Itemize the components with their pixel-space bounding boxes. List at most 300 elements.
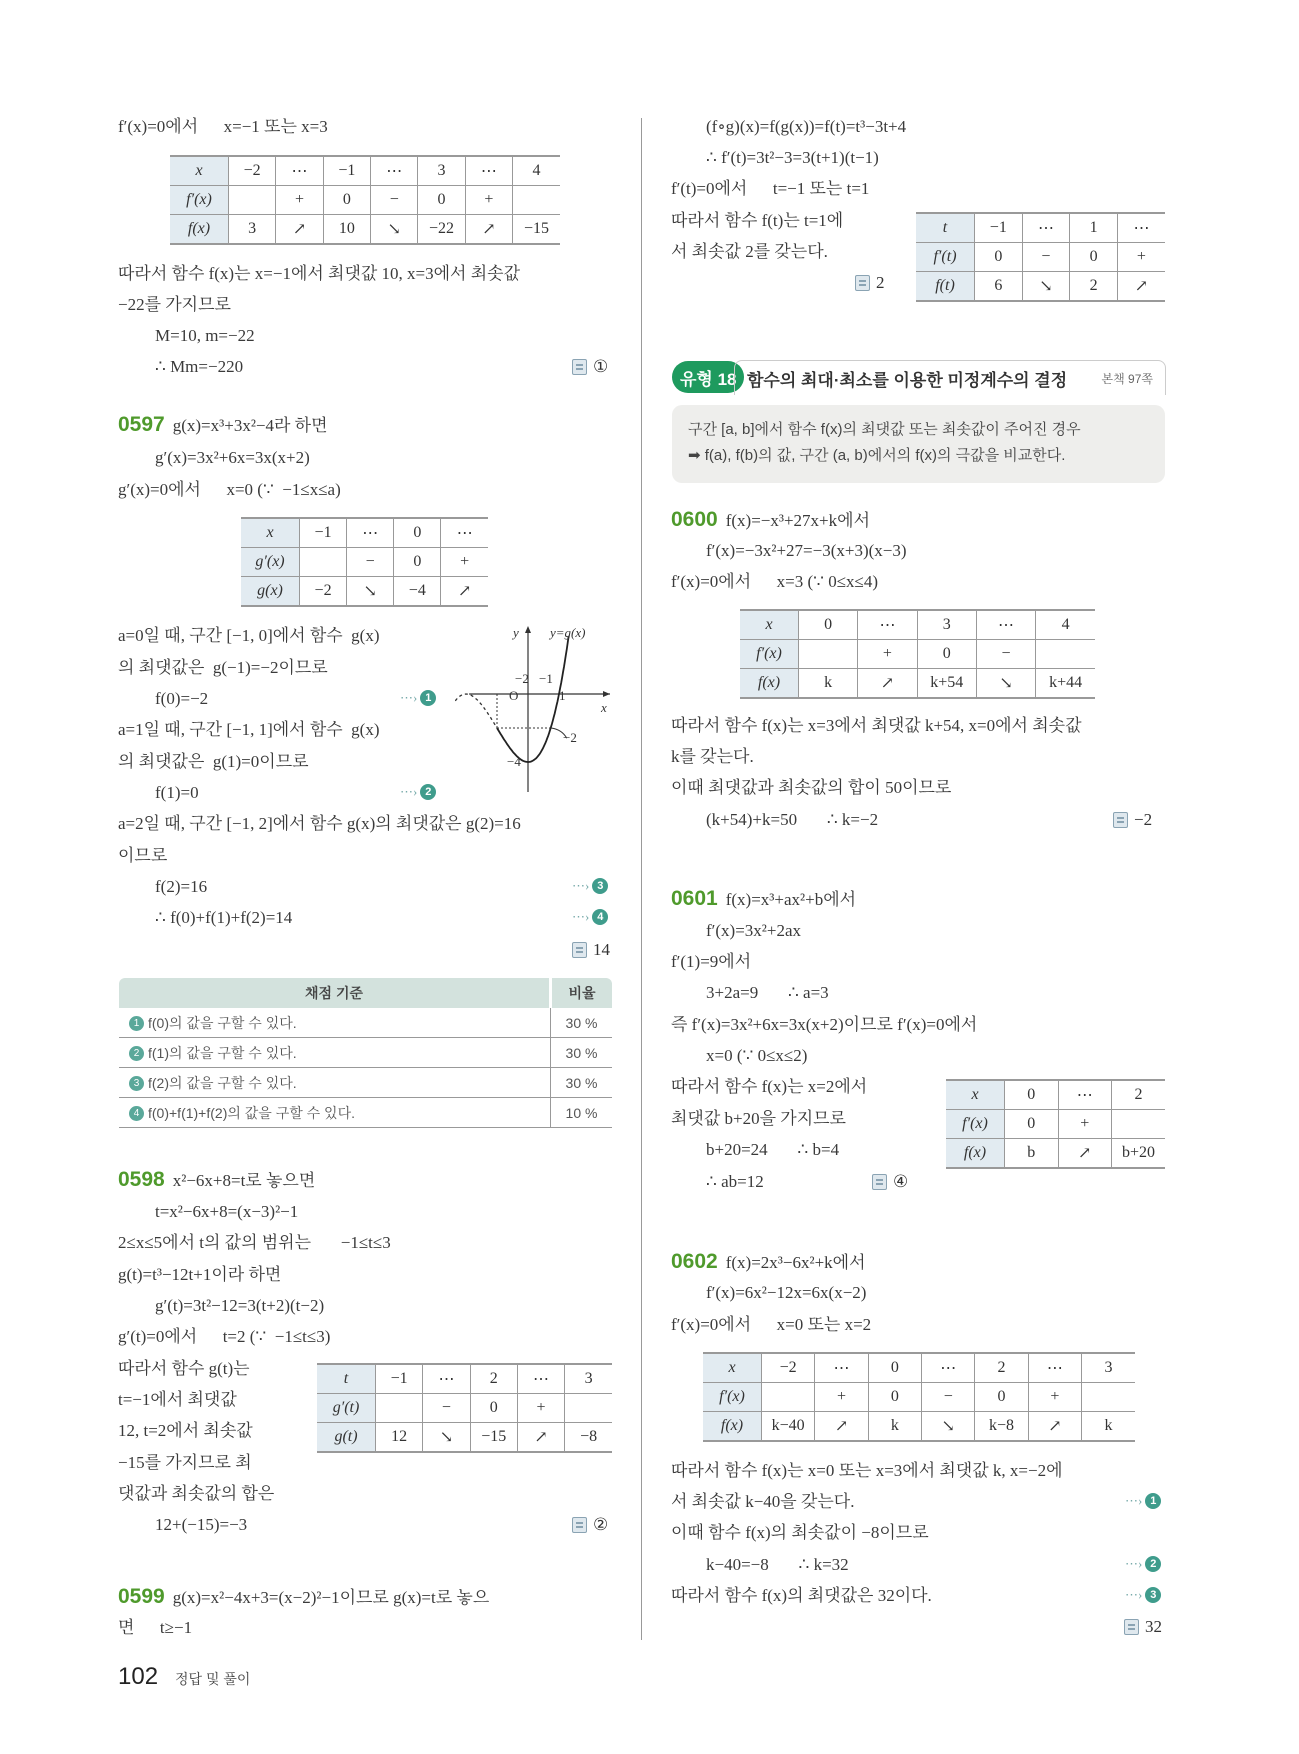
table-cell: b: [1005, 1139, 1059, 1169]
type-title: 함수의 최대·최소를 이용한 미정계수의 결정: [747, 370, 1068, 390]
scoring-table: [119, 978, 612, 1128]
text-line: a=1일 때, 구간 [−1, 1]에서 함수 g(x): [118, 720, 380, 739]
answer-value: ④: [893, 1172, 909, 1191]
text-line: 따라서 함수 f(x)는 x=3에서 최댓값 k+54, x=0에서 최솟값: [671, 716, 1082, 735]
text-line: f′(x)=−3x²+27=−3(x+3)(x−3): [706, 541, 907, 560]
row-header-cell: f′(x): [170, 186, 229, 215]
table-cell: ⋯: [1028, 1353, 1081, 1383]
table-cell: −: [976, 640, 1035, 669]
variation-table: [946, 1079, 1165, 1169]
table-cell: ⋯: [815, 1353, 868, 1383]
row-header-cell: f(t): [916, 272, 975, 302]
text-line: 2≤x≤5에서 t의 값의 범위는 −1≤t≤3: [118, 1233, 391, 1252]
table-cell: −22: [418, 215, 465, 245]
text-line: t=−1에서 최댓값: [118, 1390, 237, 1409]
step-number-badge: 2: [129, 1046, 144, 1061]
criterion-cell: [119, 1008, 551, 1038]
problem-heading: [118, 414, 328, 437]
row-header-cell: f(x): [740, 669, 799, 699]
table-cell: +: [517, 1394, 564, 1423]
problem-statement: f(x)=2x³−6x²+k에서: [725, 1253, 866, 1272]
step-marker: ⋯› 1: [400, 690, 436, 706]
tip-line: ➡ f(a), f(b)의 값, 구간 (a, b)에서의 f(x)의 극값을 비교한다.: [688, 447, 1066, 464]
table-cell: 0: [323, 186, 370, 215]
answer-icon: [855, 275, 870, 291]
text-line: 이때 함수 f(x)의 최솟값이 −8이므로: [671, 1523, 929, 1542]
table-cell: ⋯: [371, 156, 418, 186]
text-line: ∴ f′(t)=3t²−3=3(t+1)(t−1): [706, 148, 879, 167]
ratio-cell: 30 %: [551, 1008, 613, 1038]
table-cell: k+44: [1036, 669, 1095, 699]
text-line: 따라서 함수 f(x)는 x=−1에서 최댓값 10, x=3에서 최솟값: [118, 264, 520, 283]
page-number: 102: [118, 1663, 159, 1690]
text-line: 3+2a=9 ∴ a=3: [706, 983, 829, 1002]
table-cell: ↗: [1028, 1412, 1081, 1442]
table-cell: [376, 1394, 423, 1423]
table-cell: ↗: [1058, 1139, 1112, 1169]
text-line: 12, t=2에서 최솟값: [118, 1421, 253, 1440]
table-cell: k: [868, 1412, 921, 1442]
step-marker: ⋯› 2: [400, 784, 436, 800]
row-header-cell: f′(t): [916, 243, 975, 272]
marker-badge: 4: [592, 909, 608, 925]
problem-heading: [118, 1586, 489, 1609]
row-header-cell: g′(t): [317, 1394, 376, 1423]
table-cell: 0: [1005, 1080, 1059, 1110]
step-marker: ⋯› 2: [1125, 1556, 1161, 1572]
page-reference: 본책 97쪽: [1101, 371, 1153, 386]
row-header-cell: t: [317, 1364, 376, 1394]
problem-number: 0597: [118, 413, 165, 436]
table-cell: 2: [470, 1364, 517, 1394]
text-line: 서 최솟값 k−40을 갖는다.: [671, 1492, 855, 1511]
text-line: t=x²−6x+8=(x−3)²−1: [155, 1202, 299, 1221]
table-cell: 3: [917, 610, 976, 640]
text-line: f′(x)=3x²+2ax: [706, 921, 802, 940]
table-cell: ↗: [465, 215, 512, 245]
table-cell: −: [347, 548, 394, 577]
step-number-badge: 3: [129, 1076, 144, 1091]
type-title-box: [734, 360, 1166, 395]
answer: [1124, 1616, 1162, 1638]
table-cell: [1082, 1383, 1135, 1412]
variation-table: [703, 1352, 1135, 1442]
tick-label: 1: [559, 688, 566, 703]
answer-value: 32: [1145, 1617, 1162, 1636]
table-cell: −2: [762, 1353, 815, 1383]
table-row: [740, 669, 1095, 699]
scoring-header-ratio: 비율: [551, 978, 613, 1008]
table-cell: 0: [470, 1394, 517, 1423]
table-cell: −2: [229, 156, 276, 186]
ratio-cell: 30 %: [551, 1038, 613, 1068]
table-cell: 0: [868, 1353, 921, 1383]
table-cell: 0: [799, 610, 858, 640]
text-line: 의 최댓값은 g(1)=0이므로: [118, 752, 309, 771]
answer-value: 2: [876, 273, 885, 292]
table-cell: k+54: [917, 669, 976, 699]
table-row: [317, 1364, 612, 1394]
x-axis-label: x: [601, 700, 607, 715]
table-cell: 0: [975, 243, 1023, 272]
text-line: ∴ f(0)+f(1)+f(2)=14: [155, 908, 293, 927]
table-cell: k: [799, 669, 858, 699]
value-label: −4: [507, 754, 521, 769]
answer: [872, 1171, 908, 1193]
table-row: [241, 518, 488, 548]
row-header-cell: f(x): [703, 1412, 762, 1442]
table-cell: [229, 186, 276, 215]
table-cell: [513, 186, 560, 215]
answer-value: 14: [593, 940, 610, 959]
table-cell: 0: [975, 1383, 1028, 1412]
table-cell: k−40: [762, 1412, 815, 1442]
criterion-text: f(0)+f(1)+f(2)의 값을 구할 수 있다.: [148, 1104, 355, 1121]
table-cell: −1: [975, 213, 1023, 243]
table-cell: b+20: [1112, 1139, 1166, 1169]
text-line: g′(x)=0에서 x=0 (∵ −1≤x≤a): [118, 480, 341, 499]
answer-icon: [572, 1517, 587, 1533]
problem-number: 0600: [671, 508, 718, 531]
problem-number: 0598: [118, 1168, 165, 1191]
table-cell: 0: [394, 518, 441, 548]
answer-value: ②: [593, 1515, 609, 1534]
table-cell: 3: [565, 1364, 612, 1394]
table-cell: ⋯: [347, 518, 394, 548]
text-line: 댓값과 최솟값의 합은: [118, 1484, 275, 1503]
text-line: 따라서 함수 f(x)는 x=2에서: [671, 1077, 868, 1096]
table-row: [170, 215, 560, 245]
text-line: f′(1)=9에서: [671, 952, 752, 971]
marker-badge: 2: [420, 784, 436, 800]
text-line: x=0 (∵ 0≤x≤2): [706, 1046, 808, 1065]
step-marker: ⋯› 3: [1125, 1587, 1161, 1603]
table-row: [916, 243, 1165, 272]
table-row: [170, 156, 560, 186]
table-row: [740, 610, 1095, 640]
table-cell: ⋯: [858, 610, 917, 640]
text-line: ∴ Mm=−220: [155, 357, 244, 376]
table-cell: ↘: [1022, 272, 1070, 302]
table-cell: ↘: [922, 1412, 975, 1442]
text-line: M=10, m=−22: [155, 326, 255, 345]
text-line: 12+(−15)=−3: [155, 1515, 248, 1534]
table-cell: ↘: [371, 215, 418, 245]
table-cell: [1112, 1110, 1166, 1139]
table-cell: +: [465, 186, 512, 215]
problem-number: 0601: [671, 887, 718, 910]
criterion-cell: [119, 1098, 551, 1128]
tip-line: 구간 [a, b]에서 함수 f(x)의 최댓값 또는 최솟값이 주어진 경우: [688, 421, 1081, 438]
table-cell: ⋯: [441, 518, 488, 548]
answer-icon: [572, 359, 587, 375]
table-row: [703, 1412, 1135, 1442]
variation-table: [241, 517, 488, 607]
variation-table: [317, 1363, 612, 1453]
variation-table: [740, 609, 1095, 699]
step-number-badge: 4: [129, 1106, 144, 1121]
row-header-cell: f′(x): [703, 1383, 762, 1412]
text-line: (f∘g)(x)=f(g(x))=f(t)=t³−3t+4: [706, 117, 907, 136]
row-header-cell: t: [916, 213, 975, 243]
marker-badge: 1: [1145, 1493, 1161, 1509]
table-row: [170, 186, 560, 215]
row-header-cell: x: [946, 1080, 1005, 1110]
table-cell: 0: [418, 186, 465, 215]
table-cell: 0: [1005, 1110, 1059, 1139]
table-cell: 0: [1070, 243, 1118, 272]
ratio-cell: 10 %: [551, 1098, 613, 1128]
text-line: g′(t)=3t²−12=3(t+2)(t−2): [155, 1296, 325, 1315]
answer: [572, 356, 608, 378]
answer: [1113, 809, 1152, 831]
table-cell: [300, 548, 347, 577]
origin-label: O: [509, 688, 519, 703]
variation-table: [916, 212, 1165, 302]
table-cell: k: [1082, 1412, 1135, 1442]
type-badge: 유형 18: [672, 361, 744, 393]
table-cell: ⋯: [276, 156, 323, 186]
table-cell: +: [858, 640, 917, 669]
table-cell: +: [1058, 1110, 1112, 1139]
criterion-text: f(0)의 값을 구할 수 있다.: [148, 1014, 297, 1031]
row-header-cell: x: [740, 610, 799, 640]
table-row: [740, 640, 1095, 669]
table-cell: 4: [1036, 610, 1095, 640]
table-cell: −8: [565, 1423, 612, 1453]
marker-badge: 2: [1145, 1556, 1161, 1572]
column-divider: [641, 118, 642, 1640]
text-line: 따라서 함수 f(t)는 t=1에: [671, 211, 844, 230]
table-cell: ⋯: [1022, 213, 1070, 243]
problem-statement: x²−6x+8=t로 놓으면: [172, 1171, 316, 1190]
table-row: [946, 1110, 1165, 1139]
problem-heading: [671, 888, 856, 911]
text-line: f′(x)=6x²−12x=6x(x−2): [706, 1283, 867, 1302]
table-row: [317, 1394, 612, 1423]
table-cell: −: [1022, 243, 1070, 272]
problem-statement: f(x)=x³+ax²+b에서: [725, 890, 857, 909]
text-line: (k+54)+k=50 ∴ k=−2: [706, 810, 879, 829]
tick-label: −2: [515, 671, 529, 686]
text-line: −15를 가지므로 최: [118, 1453, 252, 1472]
answer: [572, 939, 610, 961]
y-axis-arrow-icon: [525, 626, 531, 633]
scoring-row: [119, 1038, 612, 1068]
answer-icon: [572, 942, 587, 958]
answer-icon: [1124, 1619, 1139, 1635]
table-cell: −1: [323, 156, 370, 186]
table-cell: 1: [1070, 213, 1118, 243]
table-cell: 6: [975, 272, 1023, 302]
table-row: [946, 1139, 1165, 1169]
table-cell: +: [1117, 243, 1165, 272]
table-cell: ⋯: [465, 156, 512, 186]
row-header-cell: x: [703, 1353, 762, 1383]
table-row: [703, 1383, 1135, 1412]
text-line: f′(t)=0에서 t=−1 또는 t=1: [671, 179, 870, 198]
text-line: g(t)=t³−12t+1이라 하면: [118, 1265, 282, 1284]
table-cell: ⋯: [1117, 213, 1165, 243]
table-row: [241, 548, 488, 577]
text-line: 의 최댓값은 g(−1)=−2이므로: [118, 658, 328, 677]
table-cell: ↗: [441, 577, 488, 607]
row-header-cell: g(x): [241, 577, 300, 607]
solid-curve: [497, 636, 569, 762]
value-label: −2: [563, 730, 577, 745]
answer-icon: [872, 1174, 887, 1190]
variation-table: [170, 155, 560, 245]
step-number-badge: 1: [129, 1016, 144, 1031]
text-line: 이때 최댓값과 최솟값의 합이 50이므로: [671, 778, 952, 797]
table-row: [916, 213, 1165, 243]
criterion-cell: [119, 1068, 551, 1098]
table-cell: ⋯: [423, 1364, 470, 1394]
text-line: 따라서 함수 f(x)는 x=0 또는 x=3에서 최댓값 k, x=−2에: [671, 1461, 1063, 1480]
table-cell: 2: [1070, 272, 1118, 302]
table-cell: ↗: [517, 1423, 564, 1453]
tip-box: [672, 405, 1165, 483]
table-cell: 4: [513, 156, 560, 186]
table-cell: [799, 640, 858, 669]
table-cell: ↘: [423, 1423, 470, 1453]
table-cell: ↗: [1117, 272, 1165, 302]
text-line: f(1)=0: [155, 783, 199, 802]
row-header-cell: x: [170, 156, 229, 186]
table-cell: 12: [376, 1423, 423, 1453]
text-line: a=2일 때, 구간 [−1, 2]에서 함수 g(x)의 최댓값은 g(2)=16: [118, 814, 521, 833]
table-cell: 10: [323, 215, 370, 245]
text-line: 즉 f′(x)=3x²+6x=3x(x+2)이므로 f′(x)=0에서: [671, 1015, 978, 1034]
text-line: 면 t≥−1: [118, 1618, 193, 1637]
marker-badge: 3: [1145, 1587, 1161, 1603]
criterion-cell: [119, 1038, 551, 1068]
table-cell: ↗: [815, 1412, 868, 1442]
step-marker: ⋯› 1: [1125, 1493, 1161, 1509]
answer-value: −2: [1134, 810, 1153, 829]
table-cell: −1: [376, 1364, 423, 1394]
row-header-cell: g′(x): [241, 548, 300, 577]
table-cell: −: [922, 1383, 975, 1412]
criterion-text: f(2)의 값을 구할 수 있다.: [148, 1074, 297, 1091]
table-cell: 0: [394, 548, 441, 577]
text-line: g′(t)=0에서 t=2 (∵ −1≤t≤3): [118, 1327, 331, 1346]
row-header-cell: f(x): [946, 1139, 1005, 1169]
table-row: [241, 577, 488, 607]
row-header-cell: f(x): [170, 215, 229, 245]
curve-label: y=g(x): [550, 625, 586, 640]
table-cell: ↘: [976, 669, 1035, 699]
table-cell: 3: [418, 156, 465, 186]
ratio-cell: 30 %: [551, 1068, 613, 1098]
table-cell: −2: [300, 577, 347, 607]
table-row: [946, 1080, 1165, 1110]
table-row: [916, 272, 1165, 302]
row-header-cell: x: [241, 518, 300, 548]
table-cell: 0: [868, 1383, 921, 1412]
problem-statement: f(x)=−x³+27x+k에서: [725, 511, 870, 530]
table-cell: k−8: [975, 1412, 1028, 1442]
row-header-cell: f′(x): [740, 640, 799, 669]
table-cell: [565, 1394, 612, 1423]
step-marker: ⋯› 3: [572, 878, 608, 894]
table-cell: +: [815, 1383, 868, 1412]
problem-number: 0599: [118, 1585, 165, 1608]
table-cell: 3: [1082, 1353, 1135, 1383]
text-line: 서 최솟값 2를 갖는다.: [671, 242, 828, 261]
table-cell: −4: [394, 577, 441, 607]
text-line: f(0)=−2: [155, 689, 209, 708]
table-cell: ⋯: [976, 610, 1035, 640]
row-header-cell: g(t): [317, 1423, 376, 1453]
table-cell: 3: [229, 215, 276, 245]
problem-heading: [671, 1251, 866, 1274]
text-line: −22를 가지므로: [118, 295, 231, 314]
problem-statement: g(x)=x³+3x²−4라 하면: [172, 416, 328, 435]
table-cell: −: [423, 1394, 470, 1423]
text-line: 따라서 함수 g(t)는: [118, 1359, 250, 1378]
problem-heading: [671, 509, 870, 532]
table-cell: −1: [300, 518, 347, 548]
step-marker: ⋯› 4: [572, 909, 608, 925]
text-line: g′(x)=3x²+6x=3x(x+2): [155, 448, 310, 467]
answer-icon: [1113, 812, 1128, 828]
tick-label: −1: [539, 671, 553, 686]
table-cell: ↘: [347, 577, 394, 607]
table-row: [317, 1423, 612, 1453]
text-line: f(2)=16: [155, 877, 208, 896]
table-cell: −15: [470, 1423, 517, 1453]
problem-heading: [118, 1169, 315, 1192]
table-cell: [762, 1383, 815, 1412]
table-cell: +: [1028, 1383, 1081, 1412]
scoring-header-criteria: 채점 기준: [119, 978, 551, 1008]
text-line: 이므로: [118, 846, 168, 865]
text-line: a=0일 때, 구간 [−1, 0]에서 함수 g(x): [118, 626, 380, 645]
table-cell: ⋯: [922, 1353, 975, 1383]
table-cell: 2: [1112, 1080, 1166, 1110]
text-line: 최댓값 b+20을 가지므로: [671, 1109, 846, 1128]
scoring-row: [119, 1098, 612, 1128]
text-line: 따라서 함수 f(x)의 최댓값은 32이다.: [671, 1586, 932, 1605]
table-cell: 0: [917, 640, 976, 669]
text-line: k를 갖는다.: [671, 747, 754, 766]
y-axis-label: y: [513, 625, 519, 640]
function-graph: [455, 620, 615, 800]
text-line: ∴ ab=12: [706, 1172, 764, 1191]
table-cell: ⋯: [517, 1364, 564, 1394]
text-line: k−40=−8 ∴ k=32: [706, 1555, 849, 1574]
answer-value: ①: [593, 357, 609, 376]
problem-number: 0602: [671, 1250, 718, 1273]
answer: [855, 272, 885, 294]
scoring-row: [119, 1008, 612, 1038]
criterion-text: f(1)의 값을 구할 수 있다.: [148, 1044, 297, 1061]
table-cell: +: [276, 186, 323, 215]
dashed-curve: [455, 694, 497, 775]
table-cell: −15: [513, 215, 560, 245]
table-cell: −: [371, 186, 418, 215]
marker-badge: 3: [592, 878, 608, 894]
table-cell: 2: [975, 1353, 1028, 1383]
problem-statement: g(x)=x²−4x+3=(x−2)²−1이므로 g(x)=t로 놓으: [172, 1588, 490, 1607]
row-header-cell: f′(x): [946, 1110, 1005, 1139]
x-axis-arrow-icon: [603, 691, 610, 697]
section-title: 정답 및 풀이: [175, 1671, 251, 1687]
text-line: f′(x)=0에서 x=0 또는 x=2: [671, 1315, 872, 1334]
scoring-row: [119, 1068, 612, 1098]
table-cell: ↗: [276, 215, 323, 245]
